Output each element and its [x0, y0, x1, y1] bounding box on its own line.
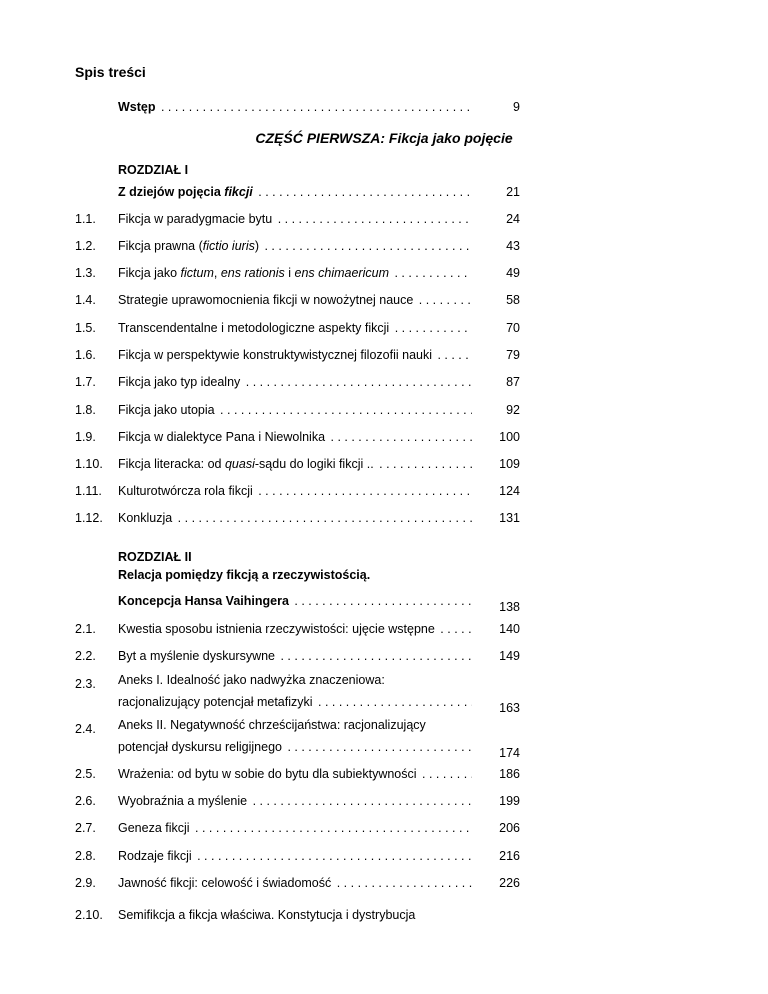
entry-title: Transcendentalne i metodologiczne aspekty fikcji [118, 321, 390, 335]
chapter-title-emph: fikcji [224, 185, 253, 199]
toc-entry[interactable] [0, 643, 768, 663]
page-number: 100 [499, 430, 520, 444]
entry-title: Rodzaje fikcji [118, 849, 192, 863]
entry-title: racjonalizujący potencjał metafizyki [118, 695, 313, 709]
page-number: 109 [499, 457, 520, 471]
entry-number: 2.8. [75, 849, 96, 863]
entry-number: 1.1. [75, 212, 96, 226]
page-number: 226 [499, 876, 520, 890]
page-number: 70 [506, 321, 520, 335]
toc-entry-chapter1[interactable] [0, 179, 768, 199]
toc-entry[interactable] [0, 505, 768, 525]
page-number: 216 [499, 849, 520, 863]
entry-number: 2.6. [75, 794, 96, 808]
chapter-title: Koncepcja Hansa Vaihingera [118, 594, 289, 608]
entry-title: Fikcja prawna (fictio iuris) [118, 239, 260, 253]
entry-number: 1.7. [75, 375, 96, 389]
toc-entry[interactable] [0, 424, 768, 444]
chapter-title-line: Relacja pomiędzy fikcją a rzeczywistością. [118, 568, 371, 582]
page-number: 138 [499, 600, 520, 614]
page-number: 131 [499, 511, 520, 525]
toc-entry[interactable] [0, 206, 768, 226]
entry-number: 1.11. [75, 484, 102, 498]
toc-entry[interactable] [0, 870, 768, 890]
toc-entry[interactable] [0, 478, 768, 498]
toc-entry[interactable] [0, 843, 768, 863]
page-number: 163 [499, 701, 520, 715]
toc-entry[interactable] [0, 260, 768, 280]
toc-entry[interactable] [0, 369, 768, 389]
entry-number: 2.1. [75, 622, 96, 636]
entry-title: Jawność fikcji: celowość i świadomość [118, 876, 332, 890]
toc-entry[interactable] [0, 397, 768, 417]
page-number: 206 [499, 821, 520, 835]
entry-title: Kulturotwórcza rola fikcji [118, 484, 253, 498]
page-number: 87 [506, 375, 520, 389]
entry-number: 1.6. [75, 348, 96, 362]
entry-title: Fikcja w paradygmacie bytu [118, 212, 273, 226]
page-number: 199 [499, 794, 520, 808]
entry-title: potencjał dyskursu religijnego [118, 740, 282, 754]
chapter-label: ROZDZIAŁ I [118, 163, 189, 177]
entry-number: 2.5. [75, 767, 96, 781]
entry-title: Geneza fikcji [118, 821, 190, 835]
entry-title: Fikcja jako utopia [118, 403, 215, 417]
toc-entry[interactable] [0, 616, 768, 636]
part-title: CZĘŚĆ PIERWSZA: Fikcja jako pojęcie [255, 130, 513, 146]
entry-title: Fikcja jako typ idealny [118, 375, 241, 389]
entry-title: Fikcja literacka: od quasi-sądu do logiki fikcji .. [118, 457, 374, 471]
entry-number: 1.5. [75, 321, 96, 335]
entry-title-line: Aneks I. Idealność jako nadwyżka znaczeniowa: [118, 673, 385, 687]
toc-entry[interactable] [0, 902, 768, 922]
entry-number: 1.8. [75, 403, 96, 417]
chapter-label: ROZDZIAŁ II [118, 550, 192, 564]
entry-title: Wyobraźnia a myślenie [118, 794, 248, 808]
entry-title: Semifikcja a fikcja właściwa. Konstytucja i dystrybucja [118, 908, 416, 922]
toc-entry-chapter2[interactable] [0, 588, 768, 614]
entry-number: 2.7. [75, 821, 96, 835]
page-number: 9 [513, 100, 520, 114]
page-number: 140 [499, 622, 520, 636]
entry-number: 1.3. [75, 266, 96, 280]
entry-number: 1.2. [75, 239, 96, 253]
page-number: 124 [499, 484, 520, 498]
page-number: 186 [499, 767, 520, 781]
entry-title: Fikcja w dialektyce Pana i Niewolnika [118, 430, 326, 444]
page-number: 58 [506, 293, 520, 307]
page-number: 43 [506, 239, 520, 253]
entry-title-line: Aneks II. Negatywność chrześcijaństwa: racjonalizujący [118, 718, 426, 732]
entry-number: 2.9. [75, 876, 96, 890]
toc-entry[interactable] [0, 233, 768, 253]
entry-number: 1.9. [75, 430, 96, 444]
chapter2-heading [118, 550, 370, 586]
page-number: 79 [506, 348, 520, 362]
entry-number: 1.4. [75, 293, 96, 307]
entry-title: Fikcja w perspektywie konstruktywistycznej filozofii nauki [118, 348, 432, 362]
page-number: 92 [506, 403, 520, 417]
toc-entry[interactable] [0, 451, 768, 471]
page-number: 49 [506, 266, 520, 280]
toc-entry[interactable] [0, 788, 768, 808]
entry-title: Byt a myślenie dyskursywne [118, 649, 276, 663]
entry-number: 2.2. [75, 649, 96, 663]
entry-title: Konkluzja [118, 511, 173, 525]
page-number: 24 [506, 212, 520, 226]
intro-label: Wstęp [118, 100, 156, 114]
page-number: 174 [499, 746, 520, 760]
toc-entry[interactable] [0, 761, 768, 781]
page-number: 149 [499, 649, 520, 663]
toc-entry[interactable] [0, 342, 768, 362]
page-title: Spis treści [75, 64, 146, 80]
toc-entry-intro[interactable] [0, 94, 768, 114]
entry-title: Kwestia sposobu istnienia rzeczywistości: ujęcie wstępne [118, 622, 435, 636]
entry-title: Strategie uprawomocnienia fikcji w nowożytnej nauce [118, 293, 414, 307]
entry-number: 1.12. [75, 511, 103, 525]
entry-number: 2.4. [75, 722, 96, 736]
toc-entry[interactable] [0, 815, 768, 835]
toc-entry[interactable] [0, 287, 768, 307]
toc-entry[interactable] [0, 315, 768, 335]
entry-title: Fikcja jako fictum, ens rationis i ens chimaericum [118, 266, 389, 280]
entry-number: 1.10. [75, 457, 103, 471]
entry-title: Wrażenia: od bytu w sobie do bytu dla subiektywności [118, 767, 417, 781]
chapter-title: Z dziejów pojęcia [118, 185, 225, 199]
entry-number: 2.3. [75, 677, 96, 691]
page-number: 21 [506, 185, 520, 199]
entry-number: 2.10. [75, 908, 103, 922]
